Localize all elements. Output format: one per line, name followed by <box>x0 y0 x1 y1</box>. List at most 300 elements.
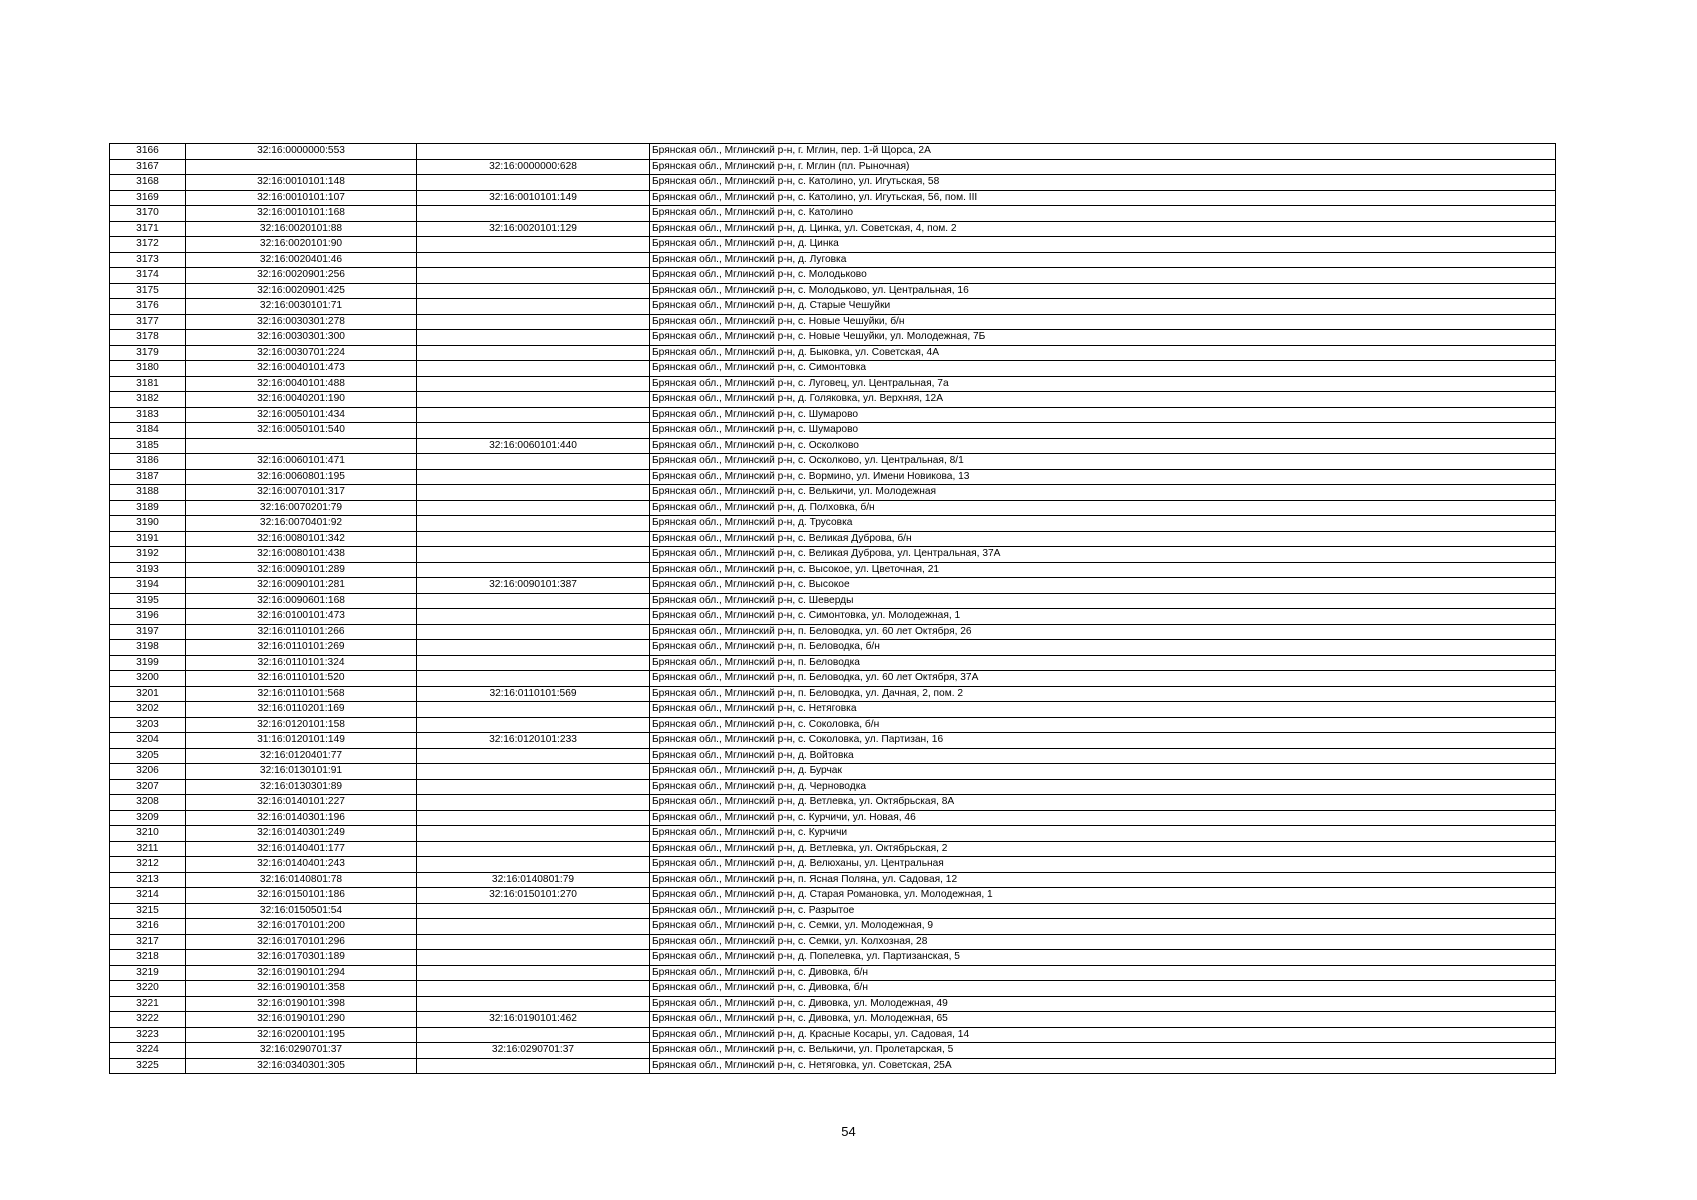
address-cell: Брянская обл., Мглинский р-н, с. Дивовка, б/н <box>650 965 1556 981</box>
cadastral-number-cell: 32:16:0000000:553 <box>186 144 417 160</box>
property-table <box>109 143 1556 1074</box>
cadastral-number-cell: 32:16:0170101:296 <box>186 934 417 950</box>
related-cadastral-number-cell: 32:16:0290701:37 <box>417 1043 650 1059</box>
row-number-cell: 3171 <box>110 221 186 237</box>
address-cell: Брянская обл., Мглинский р-н, с. Семки, ул. Колхозная, 28 <box>650 934 1556 950</box>
table-row <box>110 934 1556 950</box>
cadastral-number-cell: 32:16:0120101:158 <box>186 717 417 733</box>
related-cadastral-number-cell: 32:16:0060101:440 <box>417 438 650 454</box>
row-number-cell: 3169 <box>110 190 186 206</box>
table-row <box>110 593 1556 609</box>
row-number-cell: 3219 <box>110 965 186 981</box>
address-cell: Брянская обл., Мглинский р-н, с. Осколково, ул. Центральная, 8/1 <box>650 454 1556 470</box>
address-cell: Брянская обл., Мглинский р-н, с. Разрытое <box>650 903 1556 919</box>
cadastral-number-cell: 32:16:0070401:92 <box>186 516 417 532</box>
related-cadastral-number-cell: 32:16:0150101:270 <box>417 888 650 904</box>
row-number-cell: 3210 <box>110 826 186 842</box>
row-number-cell: 3185 <box>110 438 186 454</box>
row-number-cell: 3214 <box>110 888 186 904</box>
address-cell: Брянская обл., Мглинский р-н, с. Высокое <box>650 578 1556 594</box>
cadastral-number-cell: 32:16:0070101:317 <box>186 485 417 501</box>
cadastral-number-cell: 32:16:0090101:289 <box>186 562 417 578</box>
table-row <box>110 268 1556 284</box>
row-number-cell: 3209 <box>110 810 186 826</box>
address-cell: Брянская обл., Мглинский р-н, д. Цинка <box>650 237 1556 253</box>
address-cell: Брянская обл., Мглинский р-н, с. Осколково <box>650 438 1556 454</box>
address-cell: Брянская обл., Мглинский р-н, с. Молодьково <box>650 268 1556 284</box>
address-cell: Брянская обл., Мглинский р-н, д. Бурчак <box>650 764 1556 780</box>
address-cell: Брянская обл., Мглинский р-н, с. Дивовка, б/н <box>650 981 1556 997</box>
related-cadastral-number-cell <box>417 531 650 547</box>
table-row <box>110 562 1556 578</box>
row-number-cell: 3195 <box>110 593 186 609</box>
table-row <box>110 702 1556 718</box>
row-number-cell: 3202 <box>110 702 186 718</box>
cadastral-number-cell: 32:16:0110101:324 <box>186 655 417 671</box>
address-cell: Брянская обл., Мглинский р-н, с. Симонтовка <box>650 361 1556 377</box>
address-cell: Брянская обл., Мглинский р-н, п. Беловодка, ул. 60 лет Октября, 26 <box>650 624 1556 640</box>
table-row <box>110 299 1556 315</box>
table-row <box>110 826 1556 842</box>
table-row <box>110 376 1556 392</box>
row-number-cell: 3225 <box>110 1058 186 1074</box>
table-row <box>110 206 1556 222</box>
related-cadastral-number-cell <box>417 144 650 160</box>
table-row <box>110 221 1556 237</box>
related-cadastral-number-cell <box>417 314 650 330</box>
table-row <box>110 872 1556 888</box>
related-cadastral-number-cell <box>417 671 650 687</box>
table-row <box>110 640 1556 656</box>
page-number: 54 <box>841 1124 856 1139</box>
table-row <box>110 454 1556 470</box>
cadastral-number-cell: 32:16:0070201:79 <box>186 500 417 516</box>
table-row <box>110 996 1556 1012</box>
related-cadastral-number-cell <box>417 345 650 361</box>
row-number-cell: 3170 <box>110 206 186 222</box>
related-cadastral-number-cell <box>417 562 650 578</box>
row-number-cell: 3188 <box>110 485 186 501</box>
cadastral-number-cell: 32:16:0010101:107 <box>186 190 417 206</box>
related-cadastral-number-cell <box>417 795 650 811</box>
related-cadastral-number-cell <box>417 717 650 733</box>
table-row <box>110 469 1556 485</box>
cadastral-number-cell: 32:16:0140301:249 <box>186 826 417 842</box>
related-cadastral-number-cell <box>417 903 650 919</box>
row-number-cell: 3180 <box>110 361 186 377</box>
address-cell: Брянская обл., Мглинский р-н, д. Полховка, б/н <box>650 500 1556 516</box>
related-cadastral-number-cell <box>417 1058 650 1074</box>
row-number-cell: 3187 <box>110 469 186 485</box>
related-cadastral-number-cell <box>417 965 650 981</box>
related-cadastral-number-cell <box>417 934 650 950</box>
row-number-cell: 3194 <box>110 578 186 594</box>
table-row <box>110 392 1556 408</box>
cadastral-number-cell: 32:16:0020101:90 <box>186 237 417 253</box>
cadastral-number-cell: 32:16:0290701:37 <box>186 1043 417 1059</box>
address-cell: Брянская обл., Мглинский р-н, с. Семки, ул. Молодежная, 9 <box>650 919 1556 935</box>
table-row <box>110 252 1556 268</box>
row-number-cell: 3208 <box>110 795 186 811</box>
address-cell: Брянская обл., Мглинский р-н, с. Великая Дуброва, ул. Центральная, 37А <box>650 547 1556 563</box>
table-row <box>110 919 1556 935</box>
cadastral-number-cell: 32:16:0190101:398 <box>186 996 417 1012</box>
row-number-cell: 3224 <box>110 1043 186 1059</box>
table-row <box>110 314 1556 330</box>
table-row <box>110 1043 1556 1059</box>
related-cadastral-number-cell <box>417 841 650 857</box>
address-cell: Брянская обл., Мглинский р-н, с. Курчичи <box>650 826 1556 842</box>
related-cadastral-number-cell <box>417 857 650 873</box>
row-number-cell: 3182 <box>110 392 186 408</box>
table-row <box>110 795 1556 811</box>
row-number-cell: 3223 <box>110 1027 186 1043</box>
address-cell: Брянская обл., Мглинский р-н, с. Новые Чешуйки, б/н <box>650 314 1556 330</box>
row-number-cell: 3178 <box>110 330 186 346</box>
row-number-cell: 3211 <box>110 841 186 857</box>
related-cadastral-number-cell <box>417 640 650 656</box>
cadastral-number-cell: 32:16:0190101:290 <box>186 1012 417 1028</box>
address-cell: Брянская обл., Мглинский р-н, д. Черноводка <box>650 779 1556 795</box>
address-cell: Брянская обл., Мглинский р-н, п. Беловодка, ул. Дачная, 2, пом. 2 <box>650 686 1556 702</box>
table-row <box>110 764 1556 780</box>
row-number-cell: 3206 <box>110 764 186 780</box>
cadastral-number-cell: 32:16:0030301:278 <box>186 314 417 330</box>
address-cell: Брянская обл., Мглинский р-н, с. Католино, ул. Игутьская, 58 <box>650 175 1556 191</box>
row-number-cell: 3203 <box>110 717 186 733</box>
row-number-cell: 3200 <box>110 671 186 687</box>
related-cadastral-number-cell <box>417 485 650 501</box>
row-number-cell: 3174 <box>110 268 186 284</box>
cadastral-number-cell: 32:16:0140401:177 <box>186 841 417 857</box>
table-row <box>110 1027 1556 1043</box>
cadastral-number-cell: 32:16:0090601:168 <box>186 593 417 609</box>
cadastral-number-cell: 32:16:0030101:71 <box>186 299 417 315</box>
address-cell: Брянская обл., Мглинский р-н, с. Нетяговка <box>650 702 1556 718</box>
address-cell: Брянская обл., Мглинский р-н, с. Шумарово <box>650 423 1556 439</box>
address-cell: Брянская обл., Мглинский р-н, д. Трусовка <box>650 516 1556 532</box>
address-cell: Брянская обл., Мглинский р-н, с. Велькичи, ул. Пролетарская, 5 <box>650 1043 1556 1059</box>
row-number-cell: 3190 <box>110 516 186 532</box>
address-cell: Брянская обл., Мглинский р-н, д. Быковка, ул. Советская, 4А <box>650 345 1556 361</box>
address-cell: Брянская обл., Мглинский р-н, д. Войтовка <box>650 748 1556 764</box>
cadastral-number-cell: 32:16:0100101:473 <box>186 609 417 625</box>
row-number-cell: 3207 <box>110 779 186 795</box>
related-cadastral-number-cell <box>417 609 650 625</box>
table-body <box>110 144 1556 1074</box>
cadastral-number-cell: 32:16:0050101:434 <box>186 407 417 423</box>
cadastral-number-cell: 32:16:0060801:195 <box>186 469 417 485</box>
related-cadastral-number-cell <box>417 500 650 516</box>
table-row <box>110 190 1556 206</box>
related-cadastral-number-cell <box>417 779 650 795</box>
cadastral-number-cell: 32:16:0050101:540 <box>186 423 417 439</box>
address-cell: Брянская обл., Мглинский р-н, д. Велюханы, ул. Центральная <box>650 857 1556 873</box>
table-row <box>110 717 1556 733</box>
table-row <box>110 779 1556 795</box>
cadastral-number-cell: 32:16:0130101:91 <box>186 764 417 780</box>
cadastral-number-cell: 32:16:0150101:186 <box>186 888 417 904</box>
address-cell: Брянская обл., Мглинский р-н, д. Попелевка, ул. Партизанская, 5 <box>650 950 1556 966</box>
address-cell: Брянская обл., Мглинский р-н, с. Нетяговка, ул. Советская, 25А <box>650 1058 1556 1074</box>
cadastral-number-cell <box>186 438 417 454</box>
row-number-cell: 3222 <box>110 1012 186 1028</box>
table-row <box>110 686 1556 702</box>
table-row <box>110 1058 1556 1074</box>
address-cell: Брянская обл., Мглинский р-н, п. Беловодка <box>650 655 1556 671</box>
cadastral-number-cell: 32:16:0140401:243 <box>186 857 417 873</box>
table-row <box>110 438 1556 454</box>
row-number-cell: 3177 <box>110 314 186 330</box>
cadastral-number-cell: 32:16:0090101:281 <box>186 578 417 594</box>
table-row <box>110 810 1556 826</box>
related-cadastral-number-cell <box>417 206 650 222</box>
row-number-cell: 3197 <box>110 624 186 640</box>
cadastral-number-cell: 32:16:0040101:473 <box>186 361 417 377</box>
row-number-cell: 3168 <box>110 175 186 191</box>
table-row <box>110 748 1556 764</box>
row-number-cell: 3213 <box>110 872 186 888</box>
cadastral-number-cell: 32:16:0040101:488 <box>186 376 417 392</box>
cadastral-number-cell: 32:16:0140101:227 <box>186 795 417 811</box>
table-row <box>110 903 1556 919</box>
related-cadastral-number-cell: 32:16:0140801:79 <box>417 872 650 888</box>
cadastral-number-cell: 32:16:0110101:266 <box>186 624 417 640</box>
cadastral-number-cell: 32:16:0030701:224 <box>186 345 417 361</box>
cadastral-number-cell: 32:16:0020101:88 <box>186 221 417 237</box>
address-cell: Брянская обл., Мглинский р-н, с. Симонтовка, ул. Молодежная, 1 <box>650 609 1556 625</box>
row-number-cell: 3183 <box>110 407 186 423</box>
cadastral-number-cell: 31:16:0120101:149 <box>186 733 417 749</box>
address-cell: Брянская обл., Мглинский р-н, д. Ветлевка, ул. Октябрьская, 8А <box>650 795 1556 811</box>
row-number-cell: 3220 <box>110 981 186 997</box>
row-number-cell: 3193 <box>110 562 186 578</box>
table-row <box>110 531 1556 547</box>
related-cadastral-number-cell <box>417 826 650 842</box>
table-row <box>110 981 1556 997</box>
address-cell: Брянская обл., Мглинский р-н, с. Курчичи, ул. Новая, 46 <box>650 810 1556 826</box>
row-number-cell: 3199 <box>110 655 186 671</box>
address-cell: Брянская обл., Мглинский р-н, д. Старые Чешуйки <box>650 299 1556 315</box>
row-number-cell: 3196 <box>110 609 186 625</box>
cadastral-number-cell: 32:16:0080101:342 <box>186 531 417 547</box>
related-cadastral-number-cell <box>417 283 650 299</box>
table-row <box>110 841 1556 857</box>
related-cadastral-number-cell <box>417 299 650 315</box>
cadastral-number-cell: 32:16:0020901:425 <box>186 283 417 299</box>
related-cadastral-number-cell <box>417 407 650 423</box>
row-number-cell: 3192 <box>110 547 186 563</box>
table-row <box>110 500 1556 516</box>
address-cell: Брянская обл., Мглинский р-н, д. Луговка <box>650 252 1556 268</box>
row-number-cell: 3212 <box>110 857 186 873</box>
row-number-cell: 3179 <box>110 345 186 361</box>
related-cadastral-number-cell <box>417 655 650 671</box>
row-number-cell: 3191 <box>110 531 186 547</box>
address-cell: Брянская обл., Мглинский р-н, с. Католино, ул. Игутьская, 56, пом. III <box>650 190 1556 206</box>
cadastral-number-cell: 32:16:0120401:77 <box>186 748 417 764</box>
row-number-cell: 3166 <box>110 144 186 160</box>
row-number-cell: 3167 <box>110 159 186 175</box>
table-row <box>110 624 1556 640</box>
row-number-cell: 3173 <box>110 252 186 268</box>
related-cadastral-number-cell <box>417 454 650 470</box>
related-cadastral-number-cell <box>417 268 650 284</box>
address-cell: Брянская обл., Мглинский р-н, с. Великая Дуброва, б/н <box>650 531 1556 547</box>
cadastral-number-cell: 32:16:0200101:195 <box>186 1027 417 1043</box>
row-number-cell: 3217 <box>110 934 186 950</box>
table-row <box>110 407 1556 423</box>
row-number-cell: 3175 <box>110 283 186 299</box>
cadastral-number-cell: 32:16:0170301:189 <box>186 950 417 966</box>
table-row <box>110 159 1556 175</box>
row-number-cell: 3218 <box>110 950 186 966</box>
related-cadastral-number-cell <box>417 516 650 532</box>
address-cell: Брянская обл., Мглинский р-н, п. Беловодка, ул. 60 лет Октября, 37А <box>650 671 1556 687</box>
related-cadastral-number-cell: 32:16:0120101:233 <box>417 733 650 749</box>
address-cell: Брянская обл., Мглинский р-н, с. Соколовка, ул. Партизан, 16 <box>650 733 1556 749</box>
address-cell: Брянская обл., Мглинский р-н, с. Молодьково, ул. Центральная, 16 <box>650 283 1556 299</box>
address-cell: Брянская обл., Мглинский р-н, с. Вормино, ул. Имени Новикова, 13 <box>650 469 1556 485</box>
address-cell: Брянская обл., Мглинский р-н, с. Католино <box>650 206 1556 222</box>
related-cadastral-number-cell <box>417 981 650 997</box>
related-cadastral-number-cell <box>417 175 650 191</box>
related-cadastral-number-cell <box>417 361 650 377</box>
row-number-cell: 3184 <box>110 423 186 439</box>
address-cell: Брянская обл., Мглинский р-н, д. Красные Косары, ул. Садовая, 14 <box>650 1027 1556 1043</box>
address-cell: Брянская обл., Мглинский р-н, с. Велькичи, ул. Молодежная <box>650 485 1556 501</box>
related-cadastral-number-cell: 32:16:0110101:569 <box>417 686 650 702</box>
table-row <box>110 175 1556 191</box>
related-cadastral-number-cell <box>417 702 650 718</box>
related-cadastral-number-cell <box>417 330 650 346</box>
row-number-cell: 3205 <box>110 748 186 764</box>
address-cell: Брянская обл., Мглинский р-н, с. Шеверды <box>650 593 1556 609</box>
table-row <box>110 950 1556 966</box>
cadastral-number-cell: 32:16:0080101:438 <box>186 547 417 563</box>
related-cadastral-number-cell <box>417 392 650 408</box>
address-cell: Брянская обл., Мглинский р-н, с. Луговец, ул. Центральная, 7а <box>650 376 1556 392</box>
row-number-cell: 3172 <box>110 237 186 253</box>
table-row <box>110 888 1556 904</box>
table-row <box>110 485 1556 501</box>
cadastral-number-cell: 32:16:0030301:300 <box>186 330 417 346</box>
related-cadastral-number-cell <box>417 1027 650 1043</box>
cadastral-number-cell: 32:16:0010101:148 <box>186 175 417 191</box>
cadastral-number-cell: 32:16:0110101:568 <box>186 686 417 702</box>
related-cadastral-number-cell: 32:16:0020101:129 <box>417 221 650 237</box>
address-cell: Брянская обл., Мглинский р-н, с. Шумарово <box>650 407 1556 423</box>
cadastral-number-cell: 32:16:0020901:256 <box>186 268 417 284</box>
table-row <box>110 655 1556 671</box>
related-cadastral-number-cell <box>417 919 650 935</box>
related-cadastral-number-cell <box>417 950 650 966</box>
related-cadastral-number-cell <box>417 624 650 640</box>
row-number-cell: 3221 <box>110 996 186 1012</box>
cadastral-number-cell: 32:16:0010101:168 <box>186 206 417 222</box>
row-number-cell: 3181 <box>110 376 186 392</box>
table-row <box>110 547 1556 563</box>
row-number-cell: 3201 <box>110 686 186 702</box>
related-cadastral-number-cell <box>417 593 650 609</box>
table-row <box>110 1012 1556 1028</box>
cadastral-number-cell: 32:16:0140301:196 <box>186 810 417 826</box>
cadastral-number-cell: 32:16:0110101:520 <box>186 671 417 687</box>
related-cadastral-number-cell <box>417 423 650 439</box>
address-cell: Брянская обл., Мглинский р-н, г. Мглин (пл. Рыночная) <box>650 159 1556 175</box>
address-cell: Брянская обл., Мглинский р-н, д. Ветлевка, ул. Октябрьская, 2 <box>650 841 1556 857</box>
table-row <box>110 361 1556 377</box>
cadastral-number-cell: 32:16:0170101:200 <box>186 919 417 935</box>
table-row <box>110 733 1556 749</box>
table-row <box>110 671 1556 687</box>
table-row <box>110 965 1556 981</box>
related-cadastral-number-cell: 32:16:0190101:462 <box>417 1012 650 1028</box>
address-cell: Брянская обл., Мглинский р-н, с. Дивовка, ул. Молодежная, 65 <box>650 1012 1556 1028</box>
related-cadastral-number-cell <box>417 996 650 1012</box>
related-cadastral-number-cell <box>417 237 650 253</box>
row-number-cell: 3176 <box>110 299 186 315</box>
address-cell: Брянская обл., Мглинский р-н, д. Голяковка, ул. Верхняя, 12А <box>650 392 1556 408</box>
table-row <box>110 237 1556 253</box>
row-number-cell: 3204 <box>110 733 186 749</box>
cadastral-number-cell: 32:16:0060101:471 <box>186 454 417 470</box>
table-row <box>110 609 1556 625</box>
related-cadastral-number-cell: 32:16:0000000:628 <box>417 159 650 175</box>
row-number-cell: 3216 <box>110 919 186 935</box>
address-cell: Брянская обл., Мглинский р-н, с. Дивовка, ул. Молодежная, 49 <box>650 996 1556 1012</box>
table-row <box>110 578 1556 594</box>
address-cell: Брянская обл., Мглинский р-н, д. Старая Романовка, ул. Молодежная, 1 <box>650 888 1556 904</box>
address-cell: Брянская обл., Мглинский р-н, п. Ясная Поляна, ул. Садовая, 12 <box>650 872 1556 888</box>
address-cell: Брянская обл., Мглинский р-н, д. Цинка, ул. Советская, 4, пом. 2 <box>650 221 1556 237</box>
cadastral-number-cell: 32:16:0110201:169 <box>186 702 417 718</box>
cadastral-number-cell: 32:16:0190101:358 <box>186 981 417 997</box>
table-row <box>110 345 1556 361</box>
related-cadastral-number-cell: 32:16:0090101:387 <box>417 578 650 594</box>
related-cadastral-number-cell <box>417 469 650 485</box>
row-number-cell: 3215 <box>110 903 186 919</box>
table-row <box>110 283 1556 299</box>
row-number-cell: 3189 <box>110 500 186 516</box>
cadastral-number-cell: 32:16:0140801:78 <box>186 872 417 888</box>
address-cell: Брянская обл., Мглинский р-н, с. Новые Чешуйки, ул. Молодежная, 7Б <box>650 330 1556 346</box>
table-row <box>110 330 1556 346</box>
address-cell: Брянская обл., Мглинский р-н, г. Мглин, пер. 1-й Щорса, 2А <box>650 144 1556 160</box>
related-cadastral-number-cell <box>417 764 650 780</box>
row-number-cell: 3198 <box>110 640 186 656</box>
address-cell: Брянская обл., Мглинский р-н, с. Соколовка, б/н <box>650 717 1556 733</box>
cadastral-number-cell: 32:16:0040201:190 <box>186 392 417 408</box>
cadastral-number-cell: 32:16:0340301:305 <box>186 1058 417 1074</box>
cadastral-number-cell: 32:16:0150501:54 <box>186 903 417 919</box>
related-cadastral-number-cell <box>417 547 650 563</box>
related-cadastral-number-cell <box>417 810 650 826</box>
table-row <box>110 423 1556 439</box>
address-cell: Брянская обл., Мглинский р-н, п. Беловодка, б/н <box>650 640 1556 656</box>
cadastral-number-cell: 32:16:0020401:46 <box>186 252 417 268</box>
table-row <box>110 144 1556 160</box>
row-number-cell: 3186 <box>110 454 186 470</box>
cadastral-number-cell: 32:16:0190101:294 <box>186 965 417 981</box>
cadastral-number-cell <box>186 159 417 175</box>
cadastral-number-cell: 32:16:0110101:269 <box>186 640 417 656</box>
table-row <box>110 857 1556 873</box>
table-row <box>110 516 1556 532</box>
related-cadastral-number-cell <box>417 748 650 764</box>
related-cadastral-number-cell <box>417 376 650 392</box>
cadastral-number-cell: 32:16:0130301:89 <box>186 779 417 795</box>
